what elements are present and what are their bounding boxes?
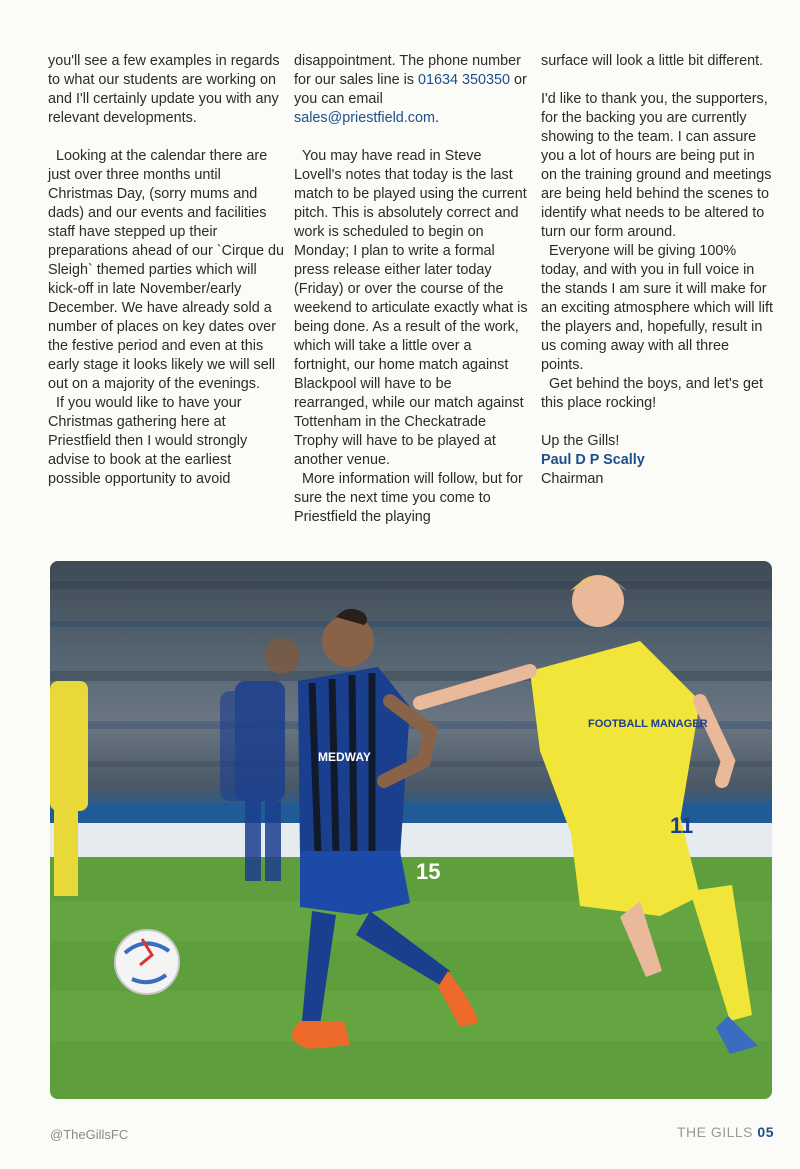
phone-link[interactable]: 01634 350350 [417,72,511,88]
player-number-11: 11 [670,813,694,838]
match-photo-illustration [50,561,772,1099]
match-photo [50,561,772,1099]
paragraph: surface will look a little bit different. [541,53,764,69]
author-title: Chairman [541,471,604,487]
text: disappointment. The phone number for our sales line is [294,53,521,88]
paragraph [294,52,528,128]
text-column-1 [48,52,286,489]
page-number: 05 [757,1124,774,1140]
page-footer [677,1124,774,1140]
shirt-sponsor-right: FOOTBALL MANAGER [588,718,708,730]
email-link[interactable]: sales@priestfield.com [294,110,435,126]
shirt-sponsor-left: MEDWAY [318,750,371,764]
paragraph: More information will follow, but for sure the next time you come to Priestfield the playing [294,471,523,525]
player-number-15: 15 [416,859,441,884]
text-column-3 [541,52,773,489]
text: . [434,110,439,126]
paragraph: Everyone will be giving 100% today, and with you in full voice in the stands I am sure it will make for an exciting atmosphere which will lift the players and, hopefully, result in us coming away with all three points. [541,243,773,373]
paragraph: You may have read in Steve Lovell's notes that today is the last match to be played using the current pitch. This is absolutely correct and work is scheduled to begin on Monday; I plan to write a formal press release either later today (Friday) or over the course of the weekend to articulate exactly what is being done. As a result of the work, which will take a little over a fortnight, our home match against Blackpool will have to be rearranged, while our match against Tottenham in the Checkatrade Trophy will have to be played at another venue. [294,148,528,468]
social-handle: @TheGillsFC [50,1127,129,1142]
paragraph: I'd like to thank you, the supporters, for the backing you are currently showing to the team. I can assure you a lot of hours are being put in on the training ground and meetings are being held behind the scenes to identify what needs to be altered to turn our form around. [541,91,772,240]
paragraph: If you would like to have your Christmas gathering here at Priestfield then I would strongly advise to book at the earliest possible opportunity to avoid [48,395,248,487]
paragraph: you'll see a few examples in regards to what our students are working on and I'll certainly update you with any relevant developments. [48,53,280,126]
magazine-title: THE GILLS [676,1124,754,1140]
paragraph: Looking at the calendar there are just over three months until Christmas Day, (sorry mums and dads) and our events and facilities staff have stepped up their preparations ahead of our `Cirque du Sleigh` themed parties which will kick-off in late November/early December. We have already sold a number of places on key dates over the festive period and even at this early stage it looks likely we will sell out on a majority of the evenings. [48,148,284,392]
paragraph: Get behind the boys, and let's get this place rocking! [541,376,763,411]
text: or you can email [294,72,527,107]
author-name: Paul D P Scally [541,452,645,468]
football [115,930,179,994]
text-column-2 [294,52,528,527]
signoff: Up the Gills! [541,433,620,449]
